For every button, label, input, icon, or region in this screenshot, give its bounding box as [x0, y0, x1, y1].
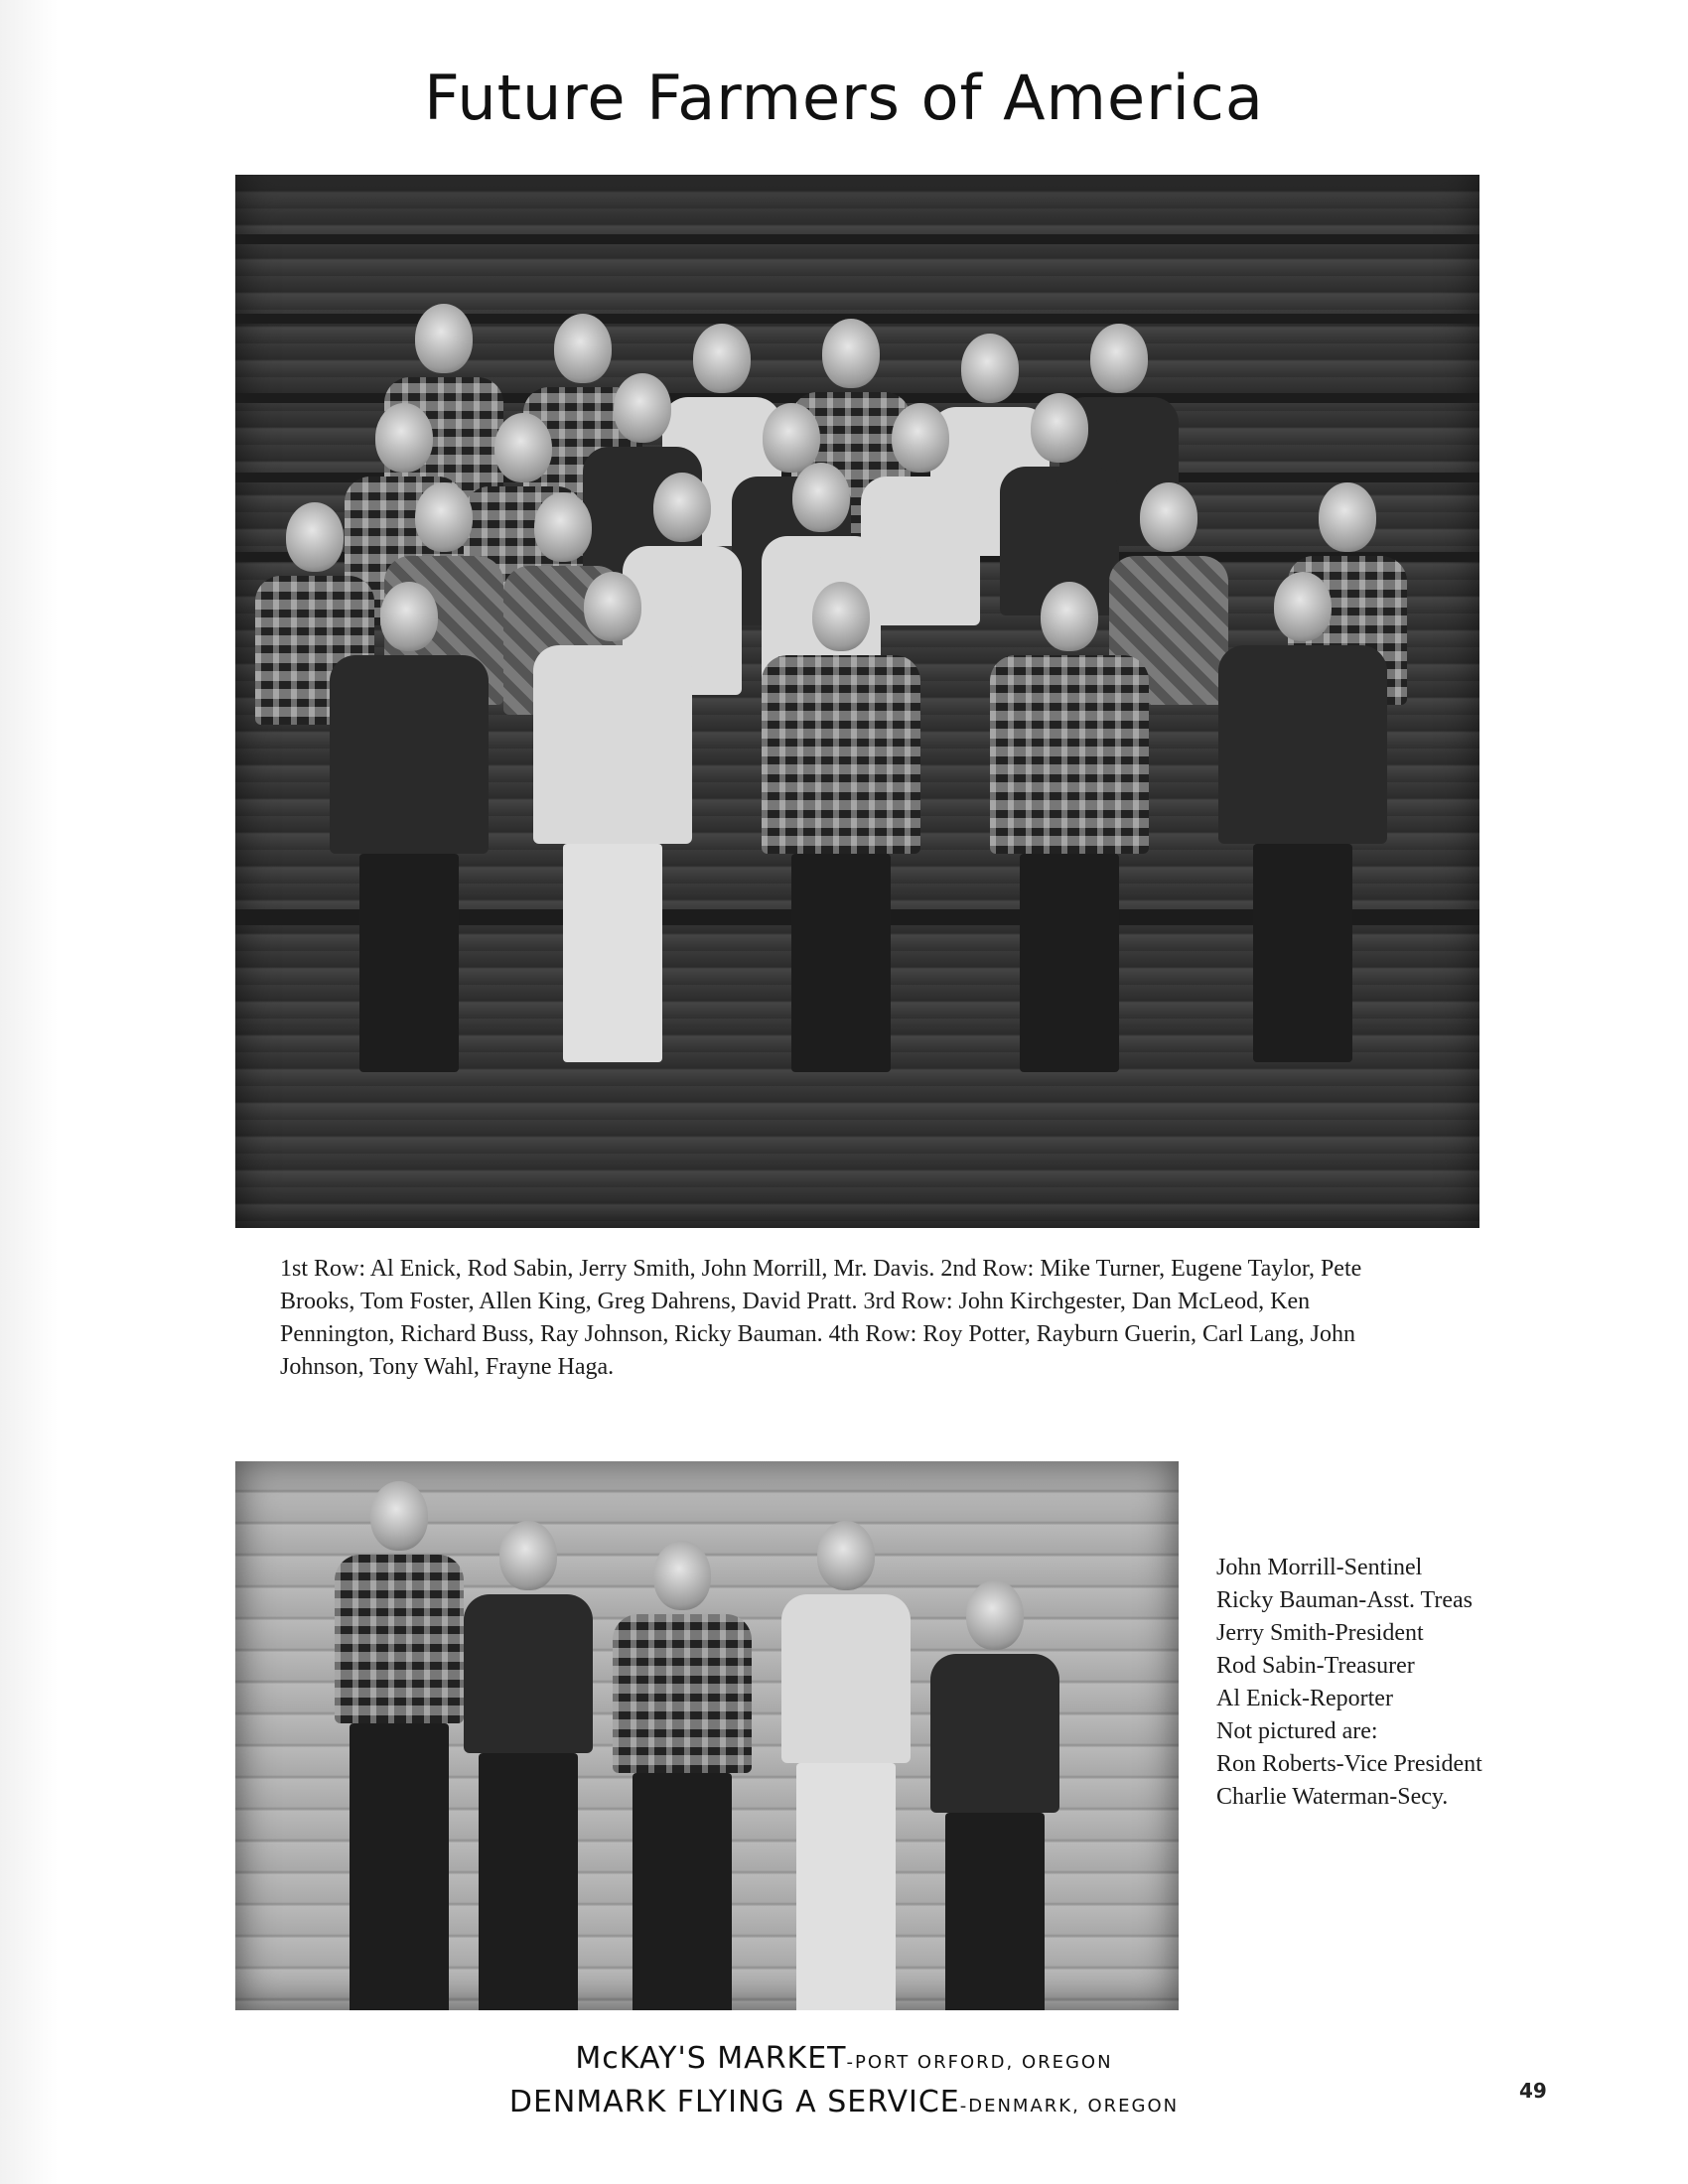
group-photo [235, 175, 1479, 1228]
advisor-figure [1218, 572, 1387, 1062]
sponsor-line [0, 2083, 1688, 2126]
officer-entry: Al Enick-Reporter [1216, 1686, 1393, 1711]
sponsor-credits [0, 2039, 1688, 2126]
page-edge [0, 0, 58, 2184]
officers-photo [235, 1461, 1179, 2010]
not-pictured-label: Not pictured are: [1216, 1718, 1378, 1744]
officer-figure [335, 1481, 464, 2010]
officer-figure [930, 1580, 1059, 2010]
officer-entry: John Morrill-Sentinel [1216, 1555, 1423, 1580]
sponsor-line [0, 2039, 1688, 2083]
member-figure [762, 582, 920, 1072]
officer-entry: Charlie Waterman-Secy. [1216, 1784, 1449, 1810]
officer-entry: Ricky Bauman-Asst. Treas [1216, 1587, 1473, 1613]
group-photo-caption: 1st Row: Al Enick, Rod Sabin, Jerry Smith, John Morrill, Mr. Davis. 2nd Row: Mike Turner, Eugene Taylor, Pete Brooks, Tom Foster, Allen King, Greg Dahrens, David Pratt. 3rd Row: John Kirchgester, Dan McLeod, Ken Pennington, Richard Buss, Ray Johnson, Ricky Bauman. 4th Row: Roy Potter, Rayburn Guerin, Carl Lang, John Johnson, Tony Wahl, Frayne Haga. [280, 1256, 1362, 1380]
page-number: 49 [1519, 2079, 1547, 2103]
member-figure [533, 572, 692, 1062]
officers-list [1216, 1552, 1633, 1814]
officer-entry: Jerry Smith-President [1216, 1620, 1424, 1646]
sponsor-location: -PORT ORFORD, OREGON [846, 2052, 1113, 2073]
bleacher-row [235, 234, 1479, 244]
officer-figure [781, 1521, 911, 2010]
officer-figure [464, 1521, 593, 2010]
officer-figure [613, 1541, 752, 2010]
officer-entry: Ron Roberts-Vice President [1216, 1751, 1482, 1777]
sponsor-name: DENMARK FLYING A SERVICE [508, 2085, 960, 2119]
member-figure [990, 582, 1149, 1072]
sponsor-location: -DENMARK, OREGON [959, 2096, 1180, 2116]
page-title: Future Farmers of America [424, 62, 1264, 134]
member-figure [330, 582, 489, 1072]
officer-entry: Rod Sabin-Treasurer [1216, 1653, 1415, 1679]
sponsor-name: McKAY'S MARKET [575, 2041, 847, 2076]
